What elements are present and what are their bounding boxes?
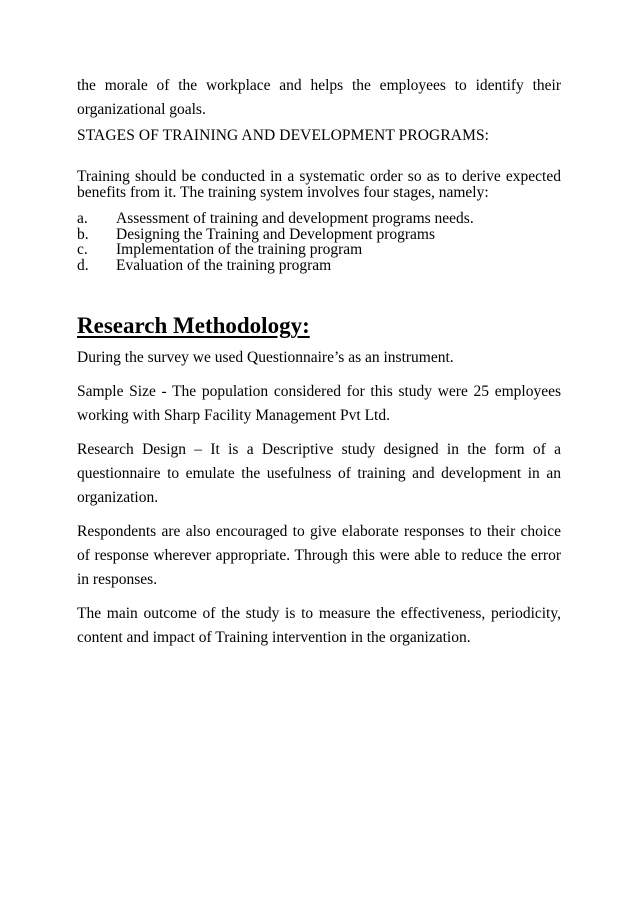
research-design-paragraph: Research Design – It is a Descriptive study designed in the form of a questionnaire to emulate the usefulness of training and development in an organization. [77, 441, 561, 506]
continuation-paragraph: the morale of the workplace and helps the employees to identify their organizational goals. [77, 77, 561, 118]
stages-list [77, 211, 561, 273]
list-item-text: Evaluation of the training program [116, 256, 332, 274]
list-item-text: Designing the Training and Development programs [116, 225, 435, 243]
stages-intro-paragraph: Training should be conducted in a systematic order so as to derive expected benefits from it. The training system involves four stages, namely: [77, 168, 561, 201]
list-item [77, 211, 561, 227]
list-marker: a. [77, 210, 88, 227]
list-item-text: Implementation of the training program [116, 241, 363, 258]
respondents-paragraph: Respondents are also encouraged to give elaborate responses to their choice of response wherever appropriate. Through this were able to reduce the error in responses. [77, 523, 561, 588]
list-item [77, 242, 561, 258]
list-marker: c. [77, 241, 88, 258]
survey-paragraph: During the survey we used Questionnaire’s as an instrument. [77, 349, 454, 366]
list-marker: d. [77, 256, 89, 274]
list-item-text: Assessment of training and development programs needs. [116, 210, 474, 227]
research-methodology-heading: Research Methodology: [77, 313, 310, 338]
outcome-paragraph: The main outcome of the study is to measure the effectiveness, periodicity, content and impact of Training intervention in the organization. [77, 605, 561, 646]
stages-heading: STAGES OF TRAINING AND DEVELOPMENT PROGRAMS: [77, 127, 490, 144]
list-marker: b. [77, 225, 89, 243]
list-item [77, 258, 561, 274]
document-page [77, 74, 561, 650]
sample-size-paragraph: Sample Size - The population considered for this study were 25 employees working with Sharp Facility Management Pvt Ltd. [77, 383, 561, 424]
list-item [77, 227, 561, 243]
